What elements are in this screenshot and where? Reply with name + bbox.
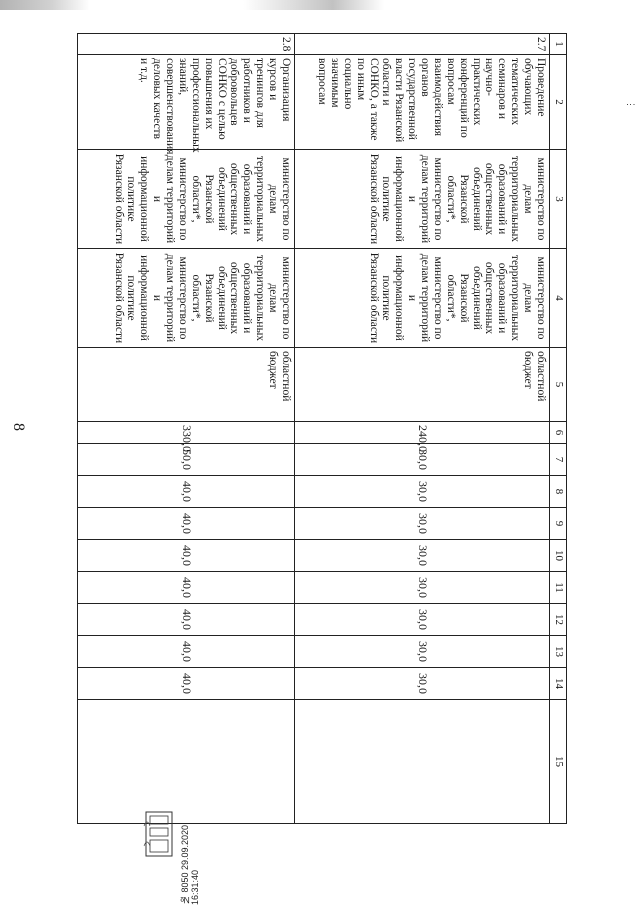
year-amount: 30,0 [295,604,550,636]
funding-source: областной бюджет [295,348,550,422]
header-cell: 2 [550,55,567,150]
measure-title: Организация курсов и тренингов для работников и добровольцев СОНКО с целью повышения их профессиональных знаний, совершенствования деловых качеств и т.д. [78,55,295,150]
year-amount: 30,0 [295,572,550,604]
header-cell: 6 [550,422,567,444]
year-amount: 40,0 [78,540,295,572]
header-cell: 13 [550,636,567,668]
measure-title: Проведение обучающих тематических семинаров и научно-практических конференций по вопросам взаимодействия органов государственной власти Рязанской области и СОНКО, а также по иным социально значимым вопросам [295,55,550,150]
table-row [78,34,295,824]
total-amount: 240,0 [295,422,550,444]
executor-cell: министерство по делам территориальных образований и общественных объединений Рязанской области*, министерство по делам территорий и информационной политике Рязанской области [78,150,295,249]
page-number: 8 [10,423,27,431]
executor-cell: министерство по делам территориальных образований и общественных объединений Рязанской области*, министерство по делам территорий и информационной политике Рязанской области [78,249,295,348]
header-cell: 4 [550,249,567,348]
header-cell: 10 [550,540,567,572]
header-cell: 14 [550,668,567,700]
funding-source: областной бюджет [78,348,295,422]
row-number: 2.7 [295,34,550,55]
year-amount: 50,0 [78,444,295,476]
header-cell: 8 [550,476,567,508]
table-wrapper [77,33,567,824]
document-registration-number: № 8050 29.09.2020 16:31:40 [180,824,200,905]
year-amount: 40,0 [78,508,295,540]
executor-cell: министерство по делам территориальных образований и общественных объединений Рязанской области*, министерство по делам территорий и информационной политике Рязанской области [295,249,550,348]
registration-stamp-icon [142,806,176,862]
header-cell: 7 [550,444,567,476]
header-row [550,34,567,824]
header-cell: 3 [550,150,567,249]
rotated-table-container [77,33,567,824]
header-cell: 5 [550,348,567,422]
year-amount: 30,0 [295,636,550,668]
header-cell: 15 [550,700,567,824]
table-row [295,34,550,824]
margin-mark: ⋮ [626,100,636,109]
year-amount: 40,0 [78,636,295,668]
year-amount: 40,0 [78,476,295,508]
year-amount: 30,0 [295,476,550,508]
measures-table [77,33,567,824]
scan-edge-noise [0,0,640,10]
header-cell: 11 [550,572,567,604]
row-number: 2.8 [78,34,295,55]
header-cell: 9 [550,508,567,540]
header-cell: 12 [550,604,567,636]
notes-cell [78,700,295,824]
total-amount: 330,0 [78,422,295,444]
executor-cell: министерство по делам территориальных образований и общественных объединений Рязанской области*, министерство по делам территорий и информационной политике Рязанской области [295,150,550,249]
year-amount: 40,0 [78,604,295,636]
year-amount: 40,0 [78,572,295,604]
notes-cell [295,700,550,824]
year-amount: 30,0 [295,668,550,700]
year-amount: 30,0 [295,444,550,476]
header-cell: 1 [550,34,567,55]
year-amount: 30,0 [295,540,550,572]
year-amount: 30,0 [295,508,550,540]
year-amount: 40,0 [78,668,295,700]
